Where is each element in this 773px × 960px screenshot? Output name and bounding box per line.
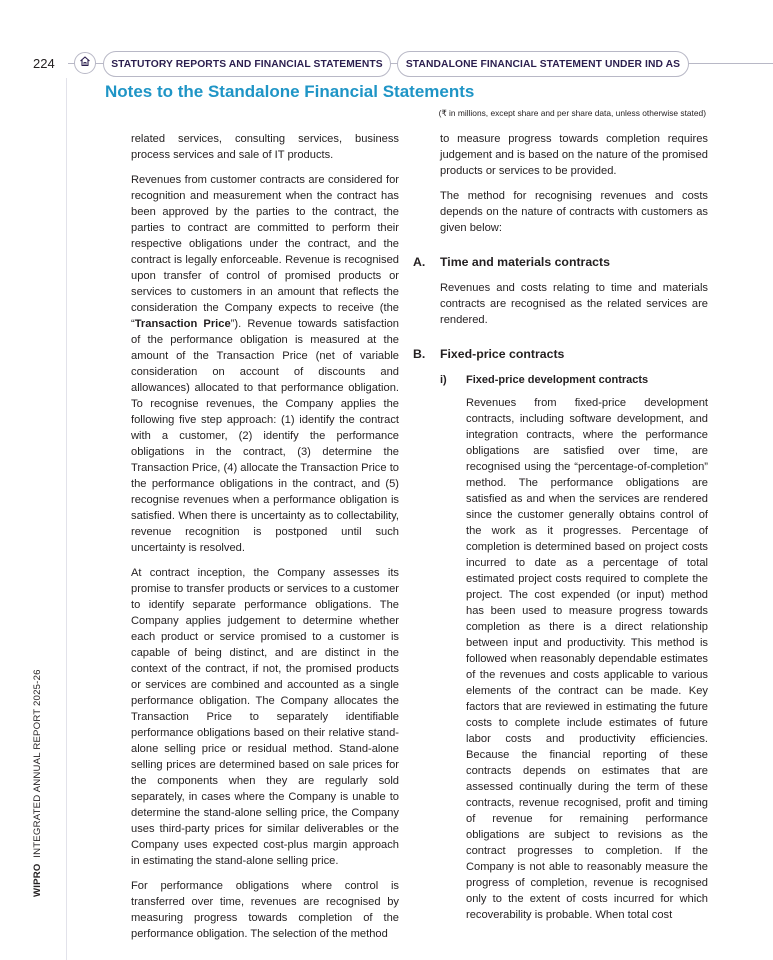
paragraph: Revenues from customer contracts are considered for recognition and measurement when the contract has been approved by the parties to the contract, the parties to contract are committed to perform their respective obligations under the contract, and the contract is legally enforceable. Revenue is recognised upon transfer of control of promised products or services to customers in an amount that reflects the consideration the Company expects to receive (the “Transaction Price”). Revenue towards satisfaction of the performance obligation is measured at the amount of the Transaction Price (net of variable consideration on account of discounts and allowances) allocated to that performance obligation. To recognise revenues, the Company applies the following five step approach: (1) identify the contract with a customer, (2) identify the performance obligations in the contract, (3) determine the Transaction Price, (4) allocate the Transaction Price to the performance obligations in the contract, and (5) recognise revenues when a performance obligation is satisfied. When there is uncertainty as to collectability, revenue recognition is postponed until such uncertainty is resolved. [131, 174, 399, 554]
section-letter: B. [413, 347, 426, 361]
report-name: INTEGRATED ANNUAL REPORT 2025-26 [32, 669, 43, 858]
units-note: (₹ in millions, except share and per share data, unless otherwise stated) [438, 108, 706, 118]
page-number: 224 [33, 56, 55, 71]
section-title: Time and materials contracts [440, 255, 610, 269]
home-icon [79, 54, 91, 72]
subsection-title: Fixed-price development contracts [466, 374, 649, 386]
paragraph: The method for recognising revenues and costs depends on the nature of contracts with customers as given below: [440, 190, 708, 234]
brand-logo-text: WIPRO [32, 863, 43, 897]
home-button[interactable] [74, 52, 96, 74]
right-column [413, 131, 708, 932]
paragraph: At contract inception, the Company assesses its promise to transfer products or services to a customer to identify separate performance obligations. The Company applies judgement to determine whether each product or service promised to a customer is capable of being distinct, and are distinct in the context of the contract, if not, the promised products or services are combined and accounted as a single performance obligation. The Company allocates the Transaction Price to separately identifiable performance obligations based on their relative stand-alone selling price or residual method. Stand-alone selling prices are determined based on sale prices for the components when they are regularly sold separately, in cases where the Company is unable to determine the stand-alone selling price, the Company uses third-party prices for similar deliverables or the Company uses expected cost-plus margin approach in estimating the stand-alone selling price. [131, 567, 399, 867]
subsection-number: i) [440, 374, 447, 386]
breadcrumb-statutory-reports[interactable]: STATUTORY REPORTS AND FINANCIAL STATEMENTS [103, 51, 391, 77]
section-heading-a [413, 253, 708, 271]
section-title: Fixed-price contracts [440, 347, 565, 361]
subsection-heading-i [440, 372, 708, 388]
paragraph: to measure progress towards completion requires judgement and is based on the nature of the promised products or services to be provided. [440, 133, 708, 177]
section-heading-b [413, 345, 708, 363]
margin-divider [66, 78, 67, 960]
report-sidebar-label [32, 669, 43, 897]
paragraph: For performance obligations where control is transferred over time, revenues are recognised by measuring progress towards completion of the performance obligation. The selection of the method [131, 880, 399, 940]
defined-term: Transaction Price [134, 318, 231, 330]
paragraph: related services, consulting services, business process services and sale of IT products. [131, 133, 399, 161]
paragraph: Revenues and costs relating to time and materials contracts are recognised as the related services are rendered. [440, 282, 708, 326]
breadcrumb-standalone-financial-statement[interactable]: STANDALONE FINANCIAL STATEMENT UNDER IND AS [397, 51, 689, 77]
section-letter: A. [413, 255, 426, 269]
left-column [131, 131, 399, 951]
page-title: Notes to the Standalone Financial Statements [105, 82, 475, 101]
paragraph: Revenues from fixed-price development contracts, including software development, and integration contracts, where the performance obligations are satisfied over time, are recognised using the “percentage-of-completion” method. The performance obligations are satisfied as and when the services are rendered since the customer generally obtains control of the work as it progresses. Percentage of completion is determined based on project costs incurred to date as a percentage of total estimated project costs required to complete the project. The cost expended (or input) method has been used to measure progress towards completion as there is a direct relationship between input and productivity. This method is followed when reasonably dependable estimates of the revenues and costs applicable to various elements of the contract can be made. Key factors that are reviewed in estimating the future costs to complete include estimates of future labor costs and productivity efficiencies. Because the financial reporting of these contracts depends on estimates that are assessed continually during the term of these contracts, revenue recognised, profit and timing of revenue for remaining performance obligations are subject to revisions as the contract progresses to completion. If the Company is not able to reasonably measure the progress of completion, revenue is recognised only to the extent of costs incurred for which recoverability is probable. When total cost [466, 397, 708, 921]
